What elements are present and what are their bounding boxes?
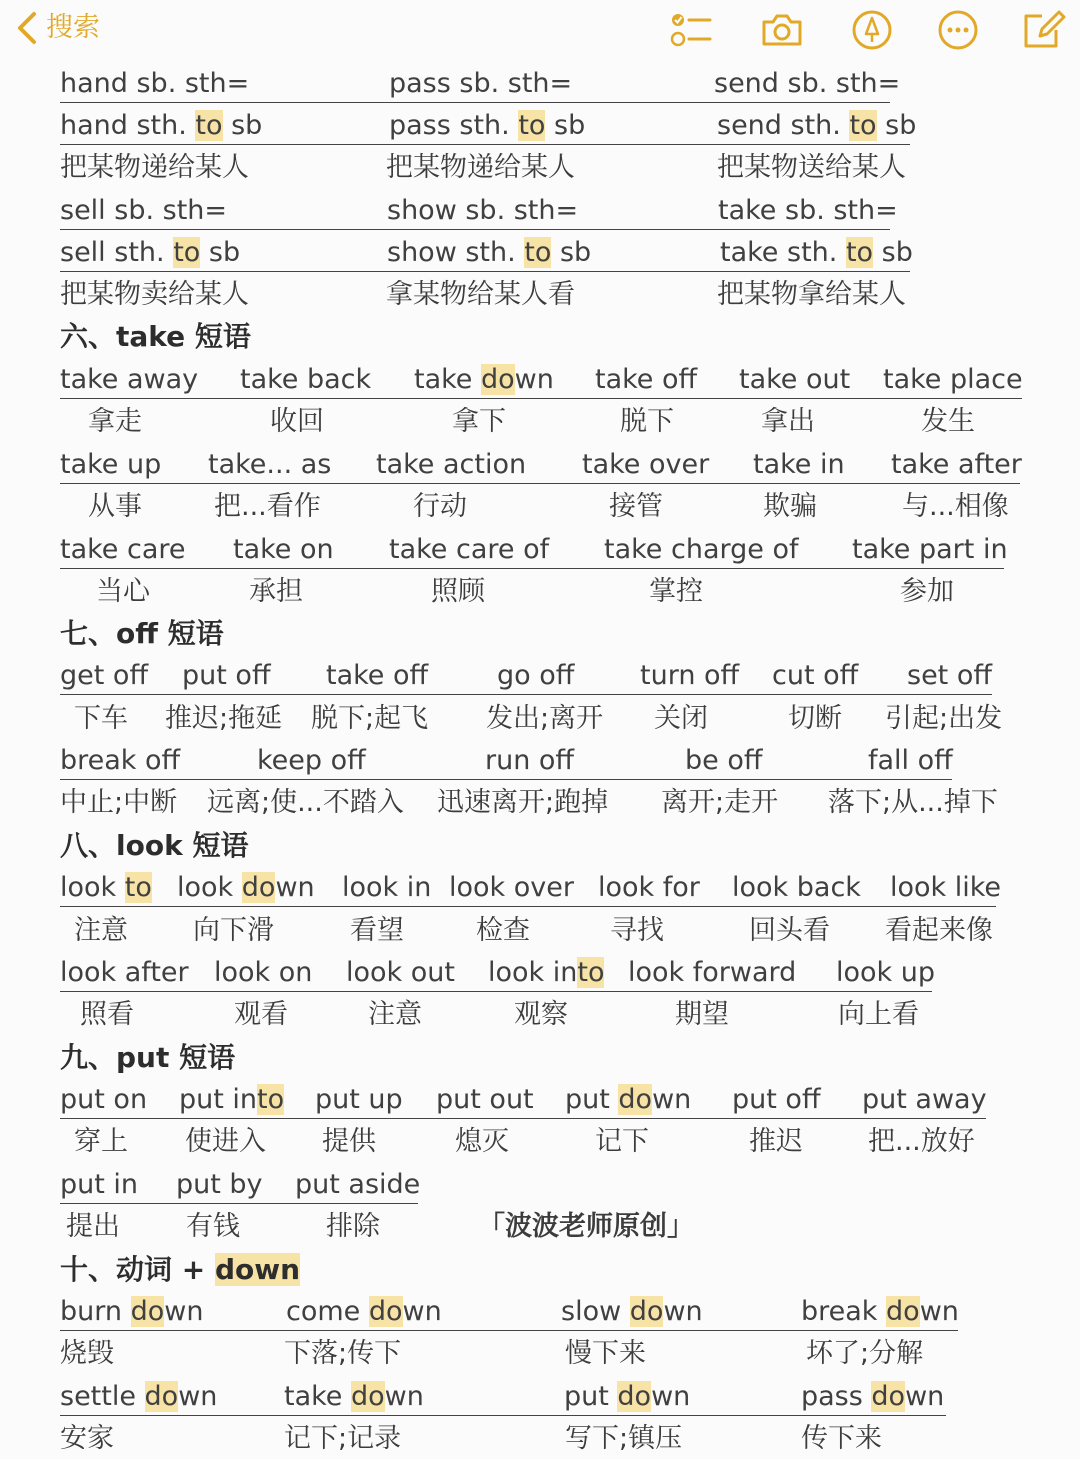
phrase-fragment: wn xyxy=(275,872,315,903)
meaning-text: 有钱 xyxy=(186,1211,240,1242)
phrase-text: put aside xyxy=(295,1169,421,1200)
phrase-fragment: wn xyxy=(402,1296,442,1327)
search-highlight: down xyxy=(214,1253,301,1286)
phrase-text: show sb. sth= xyxy=(387,195,579,226)
phrase-fragment: slow xyxy=(561,1296,630,1327)
meaning-text: 下落;传下 xyxy=(284,1338,402,1369)
phrase-fragment: wn xyxy=(905,1381,945,1412)
phrase-fragment: look in xyxy=(488,957,578,988)
phrase-text: take in xyxy=(753,449,845,480)
phrase-fragment: burn xyxy=(60,1296,131,1327)
meaning-row xyxy=(0,485,1080,527)
phrase-row xyxy=(0,62,1080,104)
phrase-text: send sb. sth= xyxy=(714,68,901,99)
phrase-text: take after xyxy=(891,449,1022,480)
meaning-text: 照顾 xyxy=(431,576,485,607)
phrase-text: take charge of xyxy=(604,534,799,565)
phrase-text xyxy=(565,1084,691,1116)
meaning-text: 远离;使...不踏入 xyxy=(207,787,404,818)
meaning-text: 拿走 xyxy=(88,406,142,437)
meaning-text: 拿某物给某人看 xyxy=(386,279,575,310)
phrase-text: take off xyxy=(326,660,429,691)
phrase-text: look for xyxy=(598,872,700,903)
phrase-text: look up xyxy=(836,957,936,988)
search-highlight: to xyxy=(257,1084,285,1115)
meaning-text: 引起;出发 xyxy=(885,703,1003,734)
phrase-text xyxy=(720,237,913,269)
phrase-text: put off xyxy=(732,1084,821,1115)
section-heading xyxy=(0,315,1080,357)
search-highlight: to xyxy=(577,957,605,988)
search-highlight: do xyxy=(618,1084,653,1115)
phrase-text: put off xyxy=(182,660,271,691)
section-heading-text xyxy=(60,1254,300,1286)
phrase-row xyxy=(0,654,1080,696)
phrase-fragment: settle xyxy=(60,1381,145,1412)
more-button[interactable] xyxy=(936,8,980,52)
phrase-row xyxy=(0,189,1080,231)
phrase-fragment: put xyxy=(565,1084,619,1115)
meaning-text: 慢下来 xyxy=(565,1338,646,1369)
phrase-text xyxy=(177,872,315,904)
phrase-text: set off xyxy=(907,660,992,691)
phrase-row xyxy=(0,104,1080,146)
meaning-row xyxy=(0,570,1080,612)
meaning-text: 向下滑 xyxy=(193,915,274,946)
meaning-row xyxy=(0,909,1080,951)
meaning-text: 穿上 xyxy=(74,1126,128,1157)
search-highlight: do xyxy=(241,872,276,903)
phrase-fragment: put in xyxy=(179,1084,258,1115)
phrase-text xyxy=(60,872,152,904)
phrase-text: turn off xyxy=(640,660,740,691)
phrase-fragment: sb xyxy=(222,110,263,141)
meaning-text: 发出;离开 xyxy=(486,703,604,734)
phrase-text: put out xyxy=(436,1084,534,1115)
phrase-text xyxy=(561,1296,703,1328)
meaning-text: 脱下 xyxy=(620,406,674,437)
phrase-row xyxy=(0,739,1080,781)
search-highlight: do xyxy=(368,1296,403,1327)
phrase-text: take sb. sth= xyxy=(718,195,898,226)
phrase-text xyxy=(286,1296,442,1328)
meaning-text: 观察 xyxy=(514,999,568,1030)
phrase-text: take back xyxy=(240,364,372,395)
phrase-text xyxy=(60,1296,203,1328)
compose-icon xyxy=(1022,8,1066,52)
meaning-row xyxy=(0,781,1080,823)
phrase-text xyxy=(60,237,240,269)
section-heading xyxy=(0,1036,1080,1078)
meaning-text: 把某物递给某人 xyxy=(60,152,249,183)
meaning-text: 拿出 xyxy=(761,406,815,437)
meaning-text: 把某物卖给某人 xyxy=(60,279,249,310)
meaning-row xyxy=(0,273,1080,315)
meaning-text: 参加 xyxy=(900,576,954,607)
phrase-fragment: wn xyxy=(384,1381,424,1412)
phrase-text: look forward xyxy=(628,957,797,988)
meaning-text: 落下;从...掉下 xyxy=(828,787,998,818)
meaning-row xyxy=(0,993,1080,1035)
back-button[interactable] xyxy=(14,8,100,48)
meaning-row xyxy=(0,1332,1080,1374)
chevron-left-icon xyxy=(14,8,40,48)
phrase-text: put on xyxy=(60,1084,148,1115)
phrase-fragment: sell sth. xyxy=(60,237,174,268)
meaning-text: 注意 xyxy=(368,999,422,1030)
search-highlight: do xyxy=(481,364,515,395)
section-heading xyxy=(0,612,1080,654)
phrase-text xyxy=(801,1296,959,1328)
meaning-text: 离开;走开 xyxy=(661,787,779,818)
phrase-fragment: pass xyxy=(801,1381,872,1412)
meaning-text: 中止;中断 xyxy=(60,787,178,818)
meaning-text: 传下来 xyxy=(801,1423,882,1454)
phrase-text xyxy=(717,110,916,142)
phrase-text: hand sb. sth= xyxy=(60,68,250,99)
phrase-row xyxy=(0,443,1080,485)
meaning-text: 把某物拿给某人 xyxy=(717,279,906,310)
meaning-text: 承担 xyxy=(249,576,303,607)
phrase-text: fall off xyxy=(868,745,953,776)
phrase-text xyxy=(488,957,604,989)
meaning-text: 收回 xyxy=(270,406,324,437)
meaning-text: 当心 xyxy=(96,576,150,607)
section-heading-text: 六、take 短语 xyxy=(60,320,251,353)
phrase-row xyxy=(0,1375,1080,1417)
phrase-row xyxy=(0,358,1080,400)
phrase-text: go off xyxy=(497,660,575,691)
meaning-text: 脱下;起飞 xyxy=(311,703,429,734)
meaning-text: 与...相像 xyxy=(902,491,1009,522)
meaning-text: 烧毁 xyxy=(60,1338,114,1369)
meaning-row xyxy=(0,697,1080,739)
markup-button[interactable] xyxy=(850,8,894,52)
meaning-text: 提出 xyxy=(66,1211,120,1242)
phrase-fragment: wn xyxy=(651,1381,691,1412)
meaning-text: 接管 xyxy=(609,491,663,522)
checklist-icon xyxy=(668,8,712,52)
phrase-text: put in xyxy=(60,1169,139,1200)
meaning-text: 寻找 xyxy=(610,915,664,946)
meaning-text: 拿下 xyxy=(452,406,506,437)
phrase-fragment: sb xyxy=(200,237,241,268)
meaning-text: 关闭 xyxy=(654,703,708,734)
checklist-button[interactable] xyxy=(668,8,712,52)
phrase-fragment: wn xyxy=(663,1296,703,1327)
phrase-text xyxy=(60,1381,217,1413)
meaning-row xyxy=(0,1205,1080,1247)
search-highlight: do xyxy=(351,1381,385,1412)
search-highlight: to xyxy=(524,237,552,268)
meaning-text: 发生 xyxy=(921,406,975,437)
meaning-text: 把某物送给某人 xyxy=(717,152,906,183)
phrase-fragment: show sth. xyxy=(387,237,525,268)
phrase-text: get off xyxy=(60,660,149,691)
phrase-text: take over xyxy=(582,449,710,480)
phrase-text: sell sb. sth= xyxy=(60,195,228,226)
phrase-text xyxy=(801,1381,944,1413)
phrase-text: keep off xyxy=(257,745,366,776)
meaning-text: 行动 xyxy=(413,491,467,522)
more-icon xyxy=(936,8,980,52)
section-heading-text: 八、look 短语 xyxy=(60,829,249,862)
phrase-fragment: sb xyxy=(551,237,592,268)
phrase-text xyxy=(179,1084,284,1116)
meaning-text: 写下;镇压 xyxy=(565,1423,683,1454)
meaning-text: 照看 xyxy=(80,999,134,1030)
meaning-text: 安家 xyxy=(60,1423,114,1454)
meaning-text: 从事 xyxy=(88,491,142,522)
phrase-fragment: sb xyxy=(873,237,913,268)
camera-icon xyxy=(760,8,804,52)
phrase-text: take up xyxy=(60,449,162,480)
phrase-fragment: take xyxy=(284,1381,351,1412)
phrase-fragment: sb xyxy=(876,110,917,141)
section-heading-text: 九、put 短语 xyxy=(60,1041,236,1074)
search-highlight: to xyxy=(195,110,223,141)
phrase-text: take place xyxy=(883,364,1023,395)
camera-button[interactable] xyxy=(760,8,804,52)
phrase-text xyxy=(284,1381,424,1413)
phrase-text: put by xyxy=(176,1169,263,1200)
search-highlight: do xyxy=(629,1296,664,1327)
meaning-text: 把某物递给某人 xyxy=(386,152,575,183)
phrase-fragment: 十、动词 + xyxy=(60,1253,215,1286)
meaning-text: 把...看作 xyxy=(214,491,321,522)
phrase-row xyxy=(0,1290,1080,1332)
search-highlight: do xyxy=(871,1381,906,1412)
phrase-fragment: look xyxy=(60,872,125,903)
meaning-text: 迅速离开;跑掉 xyxy=(437,787,609,818)
phrase-text: cut off xyxy=(772,660,859,691)
meaning-row xyxy=(0,146,1080,188)
phrase-text: take... as xyxy=(208,449,332,480)
meaning-text: 提供 xyxy=(322,1126,376,1157)
phrase-text xyxy=(414,364,554,396)
phrase-text: pass sb. sth= xyxy=(389,68,573,99)
meaning-text: 看望 xyxy=(350,915,404,946)
search-highlight: do xyxy=(617,1381,652,1412)
meaning-text: 回头看 xyxy=(749,915,830,946)
meaning-text: 记下 xyxy=(595,1126,649,1157)
phrase-text: look over xyxy=(449,872,574,903)
phrase-text: look in xyxy=(342,872,432,903)
phrase-row xyxy=(0,951,1080,993)
phrase-fragment: hand sth. xyxy=(60,110,196,141)
meaning-text: 推迟 xyxy=(749,1126,803,1157)
meaning-text: 记下;记录 xyxy=(284,1423,402,1454)
meaning-text: 把...放好 xyxy=(868,1126,975,1157)
phrase-text: put away xyxy=(862,1084,987,1115)
phrase-fragment: put xyxy=(564,1381,618,1412)
search-highlight: to xyxy=(849,110,877,141)
phrase-fragment: send sth. xyxy=(717,110,850,141)
phrase-text: look out xyxy=(346,957,455,988)
phrase-fragment: look xyxy=(177,872,242,903)
phrase-row xyxy=(0,1163,1080,1205)
phrase-row xyxy=(0,866,1080,908)
phrase-text: take off xyxy=(595,364,698,395)
meaning-row xyxy=(0,1417,1080,1459)
phrase-fragment: sb xyxy=(545,110,586,141)
phrase-text: take on xyxy=(233,534,334,565)
phrase-row xyxy=(0,231,1080,273)
meaning-text: 下车 xyxy=(74,703,128,734)
compose-button[interactable] xyxy=(1022,8,1066,52)
phrase-text: put up xyxy=(315,1084,403,1115)
phrase-text: take part in xyxy=(852,534,1008,565)
phrase-text: take out xyxy=(739,364,851,395)
phrase-fragment: wn xyxy=(178,1381,218,1412)
phrase-fragment: wn xyxy=(514,364,554,395)
search-highlight: to xyxy=(518,110,546,141)
section-heading xyxy=(0,824,1080,866)
search-highlight: to xyxy=(124,872,152,903)
meaning-text: 熄灭 xyxy=(455,1126,509,1157)
phrase-text: take action xyxy=(376,449,527,480)
phrase-text xyxy=(60,110,262,142)
phrase-text: take away xyxy=(60,364,199,395)
phrase-row xyxy=(0,528,1080,570)
meaning-text: 掌控 xyxy=(649,576,703,607)
back-label: 搜索 xyxy=(46,12,100,43)
phrase-fragment: take sth. xyxy=(720,237,846,268)
phrase-text xyxy=(564,1381,690,1413)
phrase-text xyxy=(389,110,585,142)
phrase-fragment: wn xyxy=(652,1084,692,1115)
meaning-text: 看起来像 xyxy=(885,915,993,946)
meaning-text: 排除 xyxy=(326,1211,380,1242)
phrase-fragment: come xyxy=(286,1296,369,1327)
meaning-text: 观看 xyxy=(234,999,288,1030)
search-highlight: do xyxy=(144,1381,179,1412)
phrase-fragment: wn xyxy=(919,1296,959,1327)
phrase-text xyxy=(387,237,591,269)
meaning-text: 欺骗 xyxy=(763,491,817,522)
phrase-fragment: pass sth. xyxy=(389,110,519,141)
phrase-text: be off xyxy=(685,745,763,776)
meaning-text: 坏了;分解 xyxy=(806,1338,924,1369)
phrase-text: look back xyxy=(732,872,861,903)
meaning-text: 「波波老师原创」 xyxy=(478,1211,694,1242)
phrase-text: look like xyxy=(890,872,1002,903)
meaning-row xyxy=(0,400,1080,442)
section-heading xyxy=(0,1248,1080,1290)
search-highlight: to xyxy=(845,237,874,268)
meaning-row xyxy=(0,1120,1080,1162)
phrase-text: look after xyxy=(60,957,189,988)
meaning-text: 使进入 xyxy=(185,1126,266,1157)
phrase-row xyxy=(0,1078,1080,1120)
markup-pen-icon xyxy=(850,8,894,52)
search-highlight: to xyxy=(173,237,201,268)
phrase-text: run off xyxy=(485,745,575,776)
phrase-fragment: take xyxy=(414,364,481,395)
phrase-text: take care of xyxy=(389,534,550,565)
phrase-text: look on xyxy=(214,957,313,988)
search-highlight: do xyxy=(130,1296,165,1327)
phrase-fragment: wn xyxy=(164,1296,204,1327)
meaning-text: 切断 xyxy=(788,703,842,734)
phrase-fragment: break xyxy=(801,1296,887,1327)
phrase-text: take care xyxy=(60,534,186,565)
meaning-text: 推迟;拖延 xyxy=(165,703,283,734)
meaning-text: 检查 xyxy=(476,915,530,946)
phrase-text: break off xyxy=(60,745,181,776)
section-heading-text: 七、off 短语 xyxy=(60,617,224,650)
top-toolbar xyxy=(0,0,1080,60)
meaning-text: 注意 xyxy=(74,915,128,946)
search-highlight: do xyxy=(886,1296,920,1327)
meaning-text: 期望 xyxy=(675,999,729,1030)
meaning-text: 向上看 xyxy=(838,999,919,1030)
